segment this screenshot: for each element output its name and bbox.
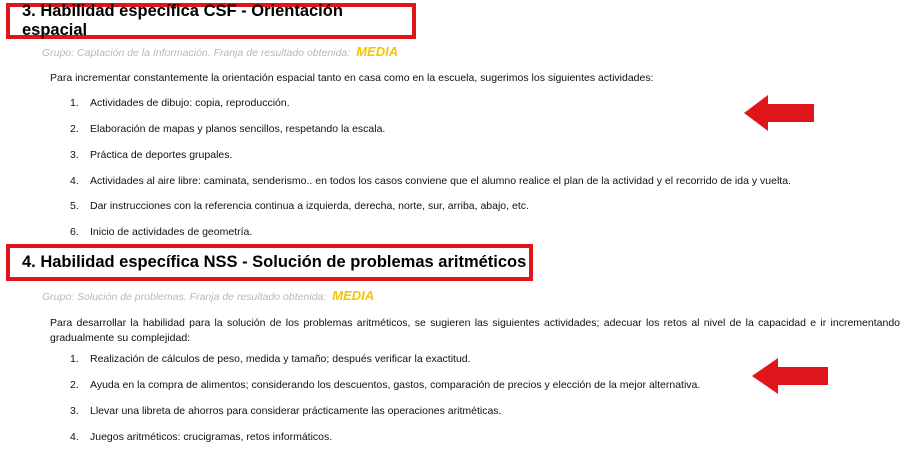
list-item: 3. Llevar una libreta de ahorros para considerar prácticamente las operaciones aritméticas. (70, 405, 502, 417)
list-item: 1. Actividades de dibujo: copia, reproducción. (70, 97, 290, 109)
section-4-group-text: Grupo: Solución de problemas. Franja de resultado obtenida: (42, 291, 327, 303)
section-4-intro: Para desarrollar la habilidad para la solución de los problemas aritméticos, se sugieren las siguientes actividades; adecuar los retos al nivel de la capacidad e ir incrementando gradualmente su complejidad: (50, 317, 900, 344)
section-3-level-badge: MEDIA (356, 44, 399, 59)
list-item: 2. Elaboración de mapas y planos sencillos, respetando la escala. (70, 123, 386, 135)
section-4-level-badge: MEDIA (332, 288, 375, 303)
section-3-heading-text: 3. Habilidad específica CSF - Orientación espacial (22, 2, 343, 39)
list-item: 1. Realización de cálculos de peso, medida y tamaño; después verificar la exactitud. (70, 353, 471, 365)
section-3-intro: Para incrementar constantemente la orientación espacial tanto en casa como en la escuela, sugerimos los siguientes actividades: (50, 72, 654, 84)
section-4-heading-text: 4. Habilidad específica NSS - Solución de problemas aritméticos (22, 253, 527, 271)
section-4-group-line (42, 288, 374, 303)
list-item: 5. Dar instrucciones con la referencia continua a izquierda, derecha, norte, sur, arriba, abajo, etc. (70, 200, 529, 212)
list-item: 3. Práctica de deportes grupales. (70, 149, 233, 161)
section-4-heading (6, 244, 533, 281)
section-3-heading (6, 3, 416, 39)
list-item: 4. Actividades al aire libre: caminata, senderismo.. en todos los casos conviene que el alumno realice el plan de la actividad y el recorrido de ida y vuelta. (70, 175, 791, 187)
section-3-group-text: Grupo: Captación de la Información. Franja de resultado obtenida: (42, 47, 351, 59)
left-arrow-icon (744, 95, 816, 131)
list-item: 2. Ayuda en la compra de alimentos; considerando los descuentos, gastos, comparación de precios y elección de la mejor alternativa. (70, 379, 701, 391)
section-3-group-line (42, 44, 398, 59)
list-item: 6. Inicio de actividades de geometría. (70, 226, 253, 238)
list-item: 4. Juegos aritméticos: crucigramas, retos informáticos. (70, 431, 333, 443)
left-arrow-icon (752, 358, 830, 394)
